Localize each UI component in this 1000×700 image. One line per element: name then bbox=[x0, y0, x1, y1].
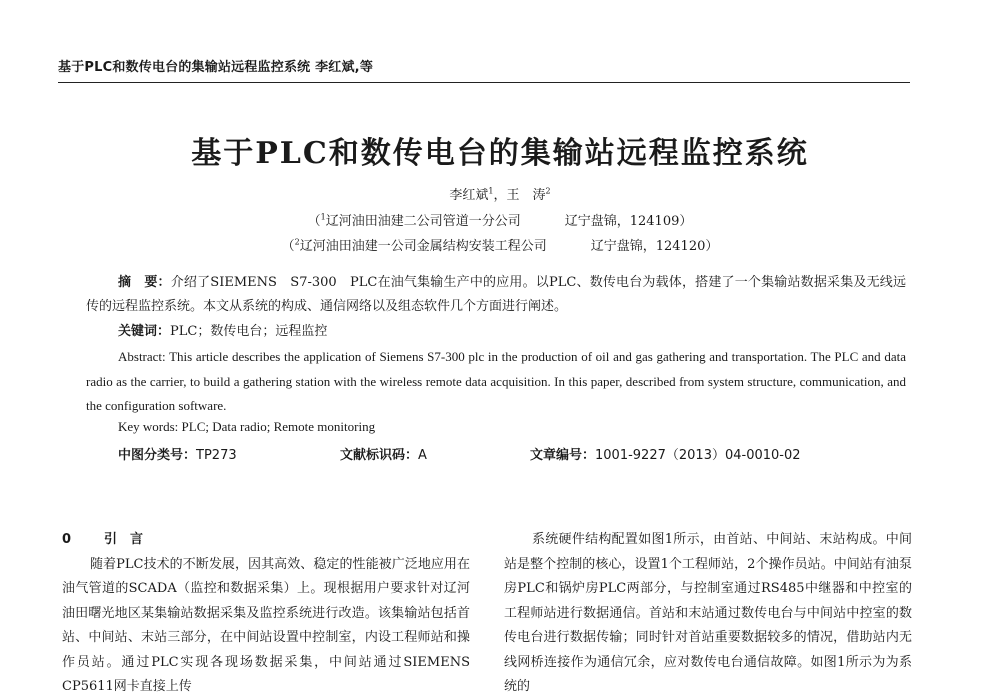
abstract-en: Abstract: This article describes the application of Siemens S7-300 plc in the production of oil and gas gathering and transportation. The PLC and data radio as the carrier, to build a gathering station with the wireless remote data acquisition. In this paper, described from system structure, communication, and the configuration software. bbox=[86, 349, 906, 413]
article-number bbox=[530, 444, 801, 463]
author-line bbox=[0, 184, 1000, 203]
abstract-zh-text: 介绍了SIEMENS S7-300 PLC在油气集输生产中的应用。以PLC、数传电台为载体，搭建了一个集输站数据采集及无线远传的远程监控系统。本文从系统的构成、通信网络以及组态软件几个方面进行阐述。 bbox=[86, 275, 906, 314]
affiliation-2 bbox=[0, 235, 1000, 254]
keywords-zh-text: PLC；数传电台；远程监控 bbox=[170, 324, 328, 339]
author-2-sup: 2 bbox=[545, 186, 551, 196]
section-heading bbox=[62, 528, 470, 553]
affiliation-1-open: （ bbox=[307, 214, 321, 229]
affiliation-1-place: 辽宁盘锦，124109） bbox=[564, 214, 693, 229]
author-1-sup: 1 bbox=[488, 186, 494, 196]
article-number-value: 1001-9227（2013）04-0010-02 bbox=[595, 448, 801, 463]
header-rule bbox=[58, 82, 910, 83]
clc-number bbox=[118, 444, 237, 463]
article-number-label: 文章编号： bbox=[530, 448, 596, 463]
body-paragraph-left: 随着PLC技术的不断发展，因其高效、稳定的性能被广泛地应用在油气管道的SCADA（监控和数据采集）上。现根据用户要求针对辽河油田曙光地区某集输站数据采集及监控系统进行改造。该集输站包括首站、中间站、末站三部分，在中间站设置中控制室，内设工程师站和操作员站。通过PLC实现各现场数据采集，中间站通过SIEMENS CP5611网卡直接上传 bbox=[62, 556, 484, 694]
running-head: 基于PLC和数传电台的集输站远程监控系统 李红斌,等 bbox=[58, 60, 374, 75]
affiliation-1 bbox=[0, 210, 1000, 229]
doc-code-label: 文献标识码： bbox=[340, 448, 419, 463]
doc-code-value: A bbox=[418, 448, 427, 463]
affiliation-2-org: 辽河油田油建一公司金属结构安装工程公司 bbox=[299, 239, 547, 254]
clc-value: TP273 bbox=[196, 448, 237, 463]
document-code bbox=[340, 444, 427, 463]
section-title: 引 言 bbox=[104, 532, 144, 547]
abstract-zh-label: 摘 要： bbox=[118, 275, 171, 290]
keywords-zh-label: 关键词： bbox=[118, 324, 171, 339]
body-right-column bbox=[504, 528, 912, 700]
author-2-name: 王 涛 bbox=[506, 188, 546, 203]
author-separator: ， bbox=[493, 188, 507, 203]
author-1-name: 李红斌 bbox=[449, 188, 489, 203]
body-paragraph-right: 系统硬件结构配置如图1所示，由首站、中间站、末站构成。中间站是整个控制的核心，设置1个工程师站，2个操作员站。中间站有油泵房PLC和锅炉房PLC两部分，与控制室通过RS485中继器和中控室的工程师站进行数据通信。首站和末站通过数传电台与中间站中控室的数传电台进行数据传输；同时针对首站重要数据较多的情况，借助站内无线网桥连接作为通信冗余，应对数传电台通信故障。如图1所示为为系统的 bbox=[504, 532, 912, 694]
clc-label: 中图分类号： bbox=[118, 448, 197, 463]
paper-title: 基于PLC和数传电台的集输站远程监控系统 bbox=[191, 136, 809, 171]
body-left-column bbox=[62, 528, 484, 700]
keywords-en: Key words: PLC; Data radio; Remote monitoring bbox=[118, 419, 376, 434]
keywords-zh bbox=[118, 320, 327, 339]
affiliation-1-org: 辽河油田油建二公司管道一分公司 bbox=[325, 214, 521, 229]
section-number: 0 bbox=[62, 532, 72, 547]
affiliation-2-sup: 2 bbox=[294, 237, 300, 247]
abstract-zh bbox=[86, 271, 906, 319]
affiliation-2-open: （ bbox=[281, 239, 295, 254]
affiliation-2-place: 辽宁盘锦，124120） bbox=[590, 239, 719, 254]
affiliation-1-sup: 1 bbox=[320, 212, 326, 222]
